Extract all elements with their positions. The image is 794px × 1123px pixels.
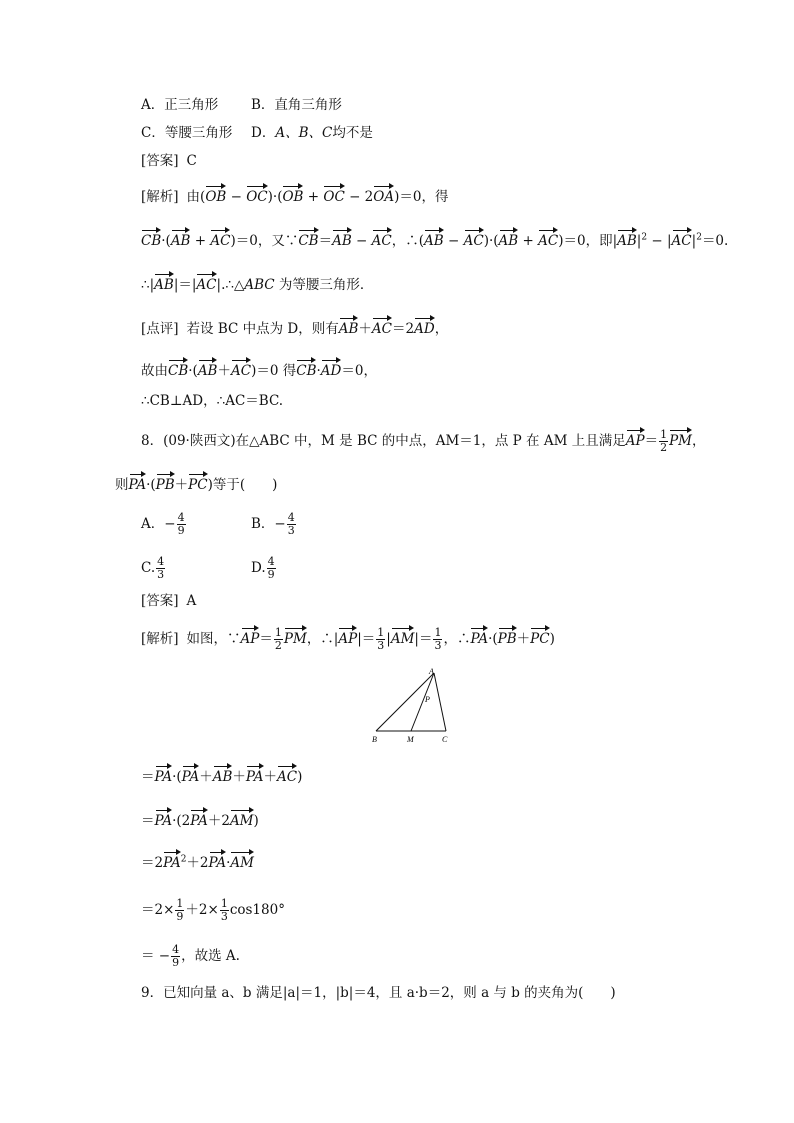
analysis-prev-line3: ∴|AB|＝|AC|.∴△ABC 为等腰三角形． bbox=[141, 272, 373, 294]
side-ac bbox=[434, 673, 446, 731]
comment-prev: [点评] 若设 BC 中点为 D，则有AB＋AC＝2AD， bbox=[141, 316, 448, 338]
label-m: M bbox=[407, 735, 414, 744]
label-b: B bbox=[372, 735, 377, 744]
median-am bbox=[411, 673, 434, 731]
q8-step3: $=2PA^2+2PA\cdot AM$ bbox=[141, 850, 254, 872]
q8-stem-line2: 则PA·(PB＋PC)等于( ) bbox=[115, 472, 277, 494]
option-c-prev: C．等腰三角形 bbox=[141, 125, 233, 141]
q8-option-c: C. $\frac{4}{3}$ bbox=[141, 555, 165, 581]
q8-step1: ＝PA·(PA＋AB＋PA＋AC) bbox=[141, 764, 302, 786]
option-b-prev: B．直角三角形 bbox=[251, 97, 342, 113]
q9-stem: 9．已知向量 a、b 满足|a|＝1，|b|＝4，且 a·b＝2，则 a 与 b 的夹角为( ) bbox=[141, 985, 616, 1001]
triangle-figure bbox=[364, 666, 464, 748]
comment-prev-line2: 故由CB·(AB＋AC)＝0 得CB·AD＝0， bbox=[141, 358, 377, 380]
label-c: C bbox=[442, 735, 448, 744]
option-d-prev: D．A、B、C均不是 bbox=[251, 125, 373, 141]
analysis-prev-line1: [解析] 由(OB − OC)·(OB + OC − 2OA)＝0，得 bbox=[141, 184, 448, 206]
label-p: P bbox=[425, 695, 430, 704]
q8-step2: ＝PA·(2PA＋2AM) bbox=[141, 808, 259, 830]
q8-analysis-line1: [解析] 如图，∵AP＝ $\frac{1}{2}$ PM，∴|AP|＝ $\frac{1}{3}$ |AM|＝ $\frac{1}{3}$ ，∴PA·(PB＋PC) bbox=[141, 626, 555, 652]
analysis-prev-line2: CB·(AB + AC)＝0，又∵CB＝AB − AC，∴(AB − AC)·(AB + AC)＝0，即$|AB|^2 - |AC|^2=0$. bbox=[141, 228, 728, 250]
q8-option-d: D. $\frac{4}{9}$ bbox=[251, 555, 275, 581]
q8-answer: [答案] A bbox=[141, 593, 197, 609]
q8-stem-line1: 8．(09·陕西文)在△ABC 中，M 是 BC 的中点，AM＝1，点 P 在 AM 上且满足AP＝ $\frac{1}{2}$ PM， bbox=[141, 428, 706, 454]
label-a: A bbox=[429, 667, 434, 676]
q8-step5: ＝ − $\frac{4}{9}$ ，故选 A. bbox=[141, 943, 240, 969]
option-a-prev: A．正三角形 bbox=[141, 97, 219, 113]
comment-prev-conclusion: ∴CB⊥AD，∴AC＝BC. bbox=[141, 393, 284, 409]
q8-option-b: B．− $\frac{4}{3}$ bbox=[251, 511, 295, 537]
q8-option-a: A．− $\frac{4}{9}$ bbox=[141, 511, 185, 537]
answer-prev: [答案] C bbox=[141, 153, 197, 169]
q8-step4: ＝2× $\frac{1}{9}$ ＋2× $\frac{1}{3}$ cos180° bbox=[141, 897, 285, 923]
